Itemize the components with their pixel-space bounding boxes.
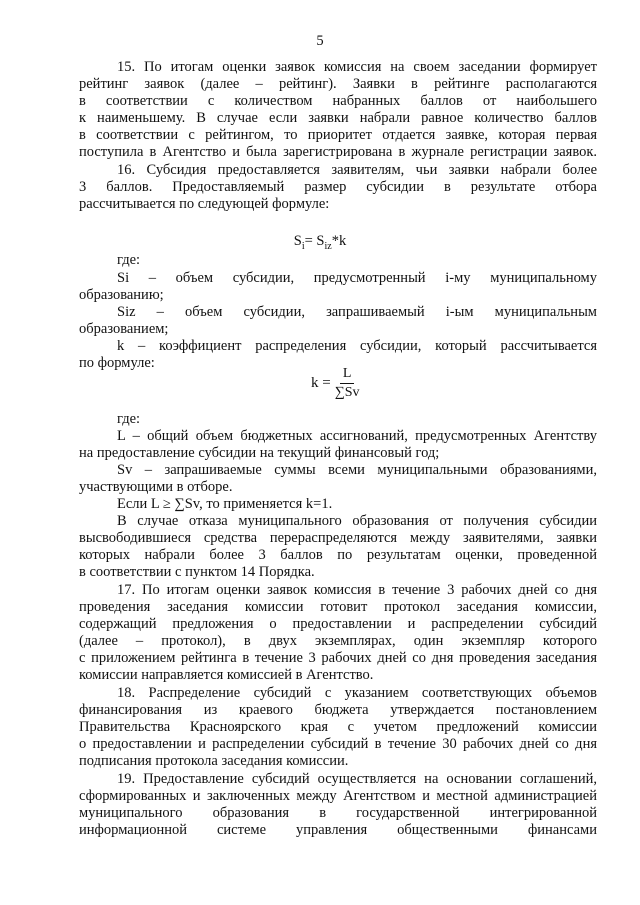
text-line: с приложением рейтинга в течение 3 рабочих дней со дня проведения заседания bbox=[79, 650, 597, 666]
text-line: L – общий объем бюджетных ассигнований, предусмотренных Агентству bbox=[117, 428, 597, 444]
text-line: участвующими в отборе. bbox=[79, 479, 233, 495]
text-line: (далее – протокол), в двух экземплярах, один экземпляр которого bbox=[79, 633, 597, 649]
subsidy-formula: $S_i= S_{iz}*k$ bbox=[293, 233, 347, 252]
text-line: сформированных и заключенных между Агентством и местной администрацией bbox=[79, 788, 597, 804]
text-line: k – коэффициент распределения субсидии, который рассчитывается bbox=[117, 338, 597, 354]
coefficient-formula bbox=[311, 366, 360, 401]
page-number: 5 bbox=[316, 33, 324, 49]
text-line: 15. По итогам оценки заявок комиссия на своем заседании формирует bbox=[117, 59, 597, 75]
text-line: где: bbox=[117, 252, 141, 268]
text-line: информационной системе управления общественными финансами bbox=[79, 822, 597, 838]
text-line: о предоставлении и распределении субсидий в течение 30 рабочих дней со дня bbox=[79, 736, 597, 752]
text-line: в соответствии с рейтингом, то приоритет отдается заявке, которая первая bbox=[79, 127, 597, 143]
text-line: где: bbox=[117, 411, 141, 427]
text-line: содержащий предложения о предоставлении и распределении субсидий bbox=[79, 616, 597, 632]
fraction-denominator: ∑Sv bbox=[334, 385, 360, 400]
text-line: муниципального образования в государственной интегрированной bbox=[79, 805, 597, 821]
text-line: проведения заседания комиссии готовит протокол заседания комиссии, bbox=[79, 599, 597, 615]
text-line: рейтинг заявок (далее – рейтинг). Заявки в рейтинге располагаются bbox=[79, 76, 597, 92]
text-line: комиссии направляется комиссией в Агентство. bbox=[79, 667, 374, 683]
formula-fraction bbox=[335, 366, 360, 401]
text-line: образованием; bbox=[79, 321, 169, 337]
text-line: 18. Распределение субсидий с указанием соответствующих объемов bbox=[117, 685, 597, 701]
text-line: 3 баллов. Предоставляемый размер субсидии в результате отбора bbox=[79, 179, 597, 195]
text-line: образованию; bbox=[79, 287, 164, 303]
text-line: в соответствии с количеством набранных баллов от наибольшего bbox=[79, 93, 597, 109]
text-line: 17. По итогам оценки заявок комиссия в течение 3 рабочих дней со дня bbox=[117, 582, 597, 598]
text-line: финансирования из краевого бюджета утверждается постановлением bbox=[79, 702, 597, 718]
text-line: подписания протокола заседания комиссии. bbox=[79, 753, 349, 769]
text-line: которых набрали более 3 баллов по результатам оценки, проведенной bbox=[79, 547, 597, 563]
text-line: 19. Предоставление субсидий осуществляется на основании соглашений, bbox=[117, 771, 597, 787]
text-line: Если L ≥ ∑Sv, то применяется k=1. bbox=[117, 496, 333, 512]
text-line: Sv – запрашиваемые суммы всеми муниципальными образованиями, bbox=[117, 462, 597, 478]
fraction-numerator: L bbox=[340, 366, 355, 384]
text-line: поступила в Агентство и была зарегистрирована в журнале регистрации заявок. bbox=[79, 144, 597, 160]
text-line: на предоставление субсидии на текущий финансовый год; bbox=[79, 445, 440, 461]
text-line: к наименьшему. В случае если заявки набрали равное количество баллов bbox=[79, 110, 597, 126]
text-line: Правительства Красноярского края с учетом предложений комиссии bbox=[79, 719, 597, 735]
text-line: высвободившиеся средства перераспределяются между заявителями, заявки bbox=[79, 530, 597, 546]
text-line: рассчитывается по следующей формуле: bbox=[79, 196, 330, 212]
text-line: по формуле: bbox=[79, 355, 155, 371]
text-line: Siz – объем субсидии, запрашиваемый i-ым муниципальным bbox=[117, 304, 597, 320]
text-line: в соответствии с пунктом 14 Порядка. bbox=[79, 564, 315, 580]
text-line: 16. Субсидия предоставляется заявителям, чьи заявки набрали более bbox=[117, 162, 597, 178]
text-line: Si – объем субсидии, предусмотренный i-му муниципальному bbox=[117, 270, 597, 286]
formula-lhs: k = bbox=[311, 375, 331, 391]
text-line: В случае отказа муниципального образования от получения субсидии bbox=[117, 513, 597, 529]
